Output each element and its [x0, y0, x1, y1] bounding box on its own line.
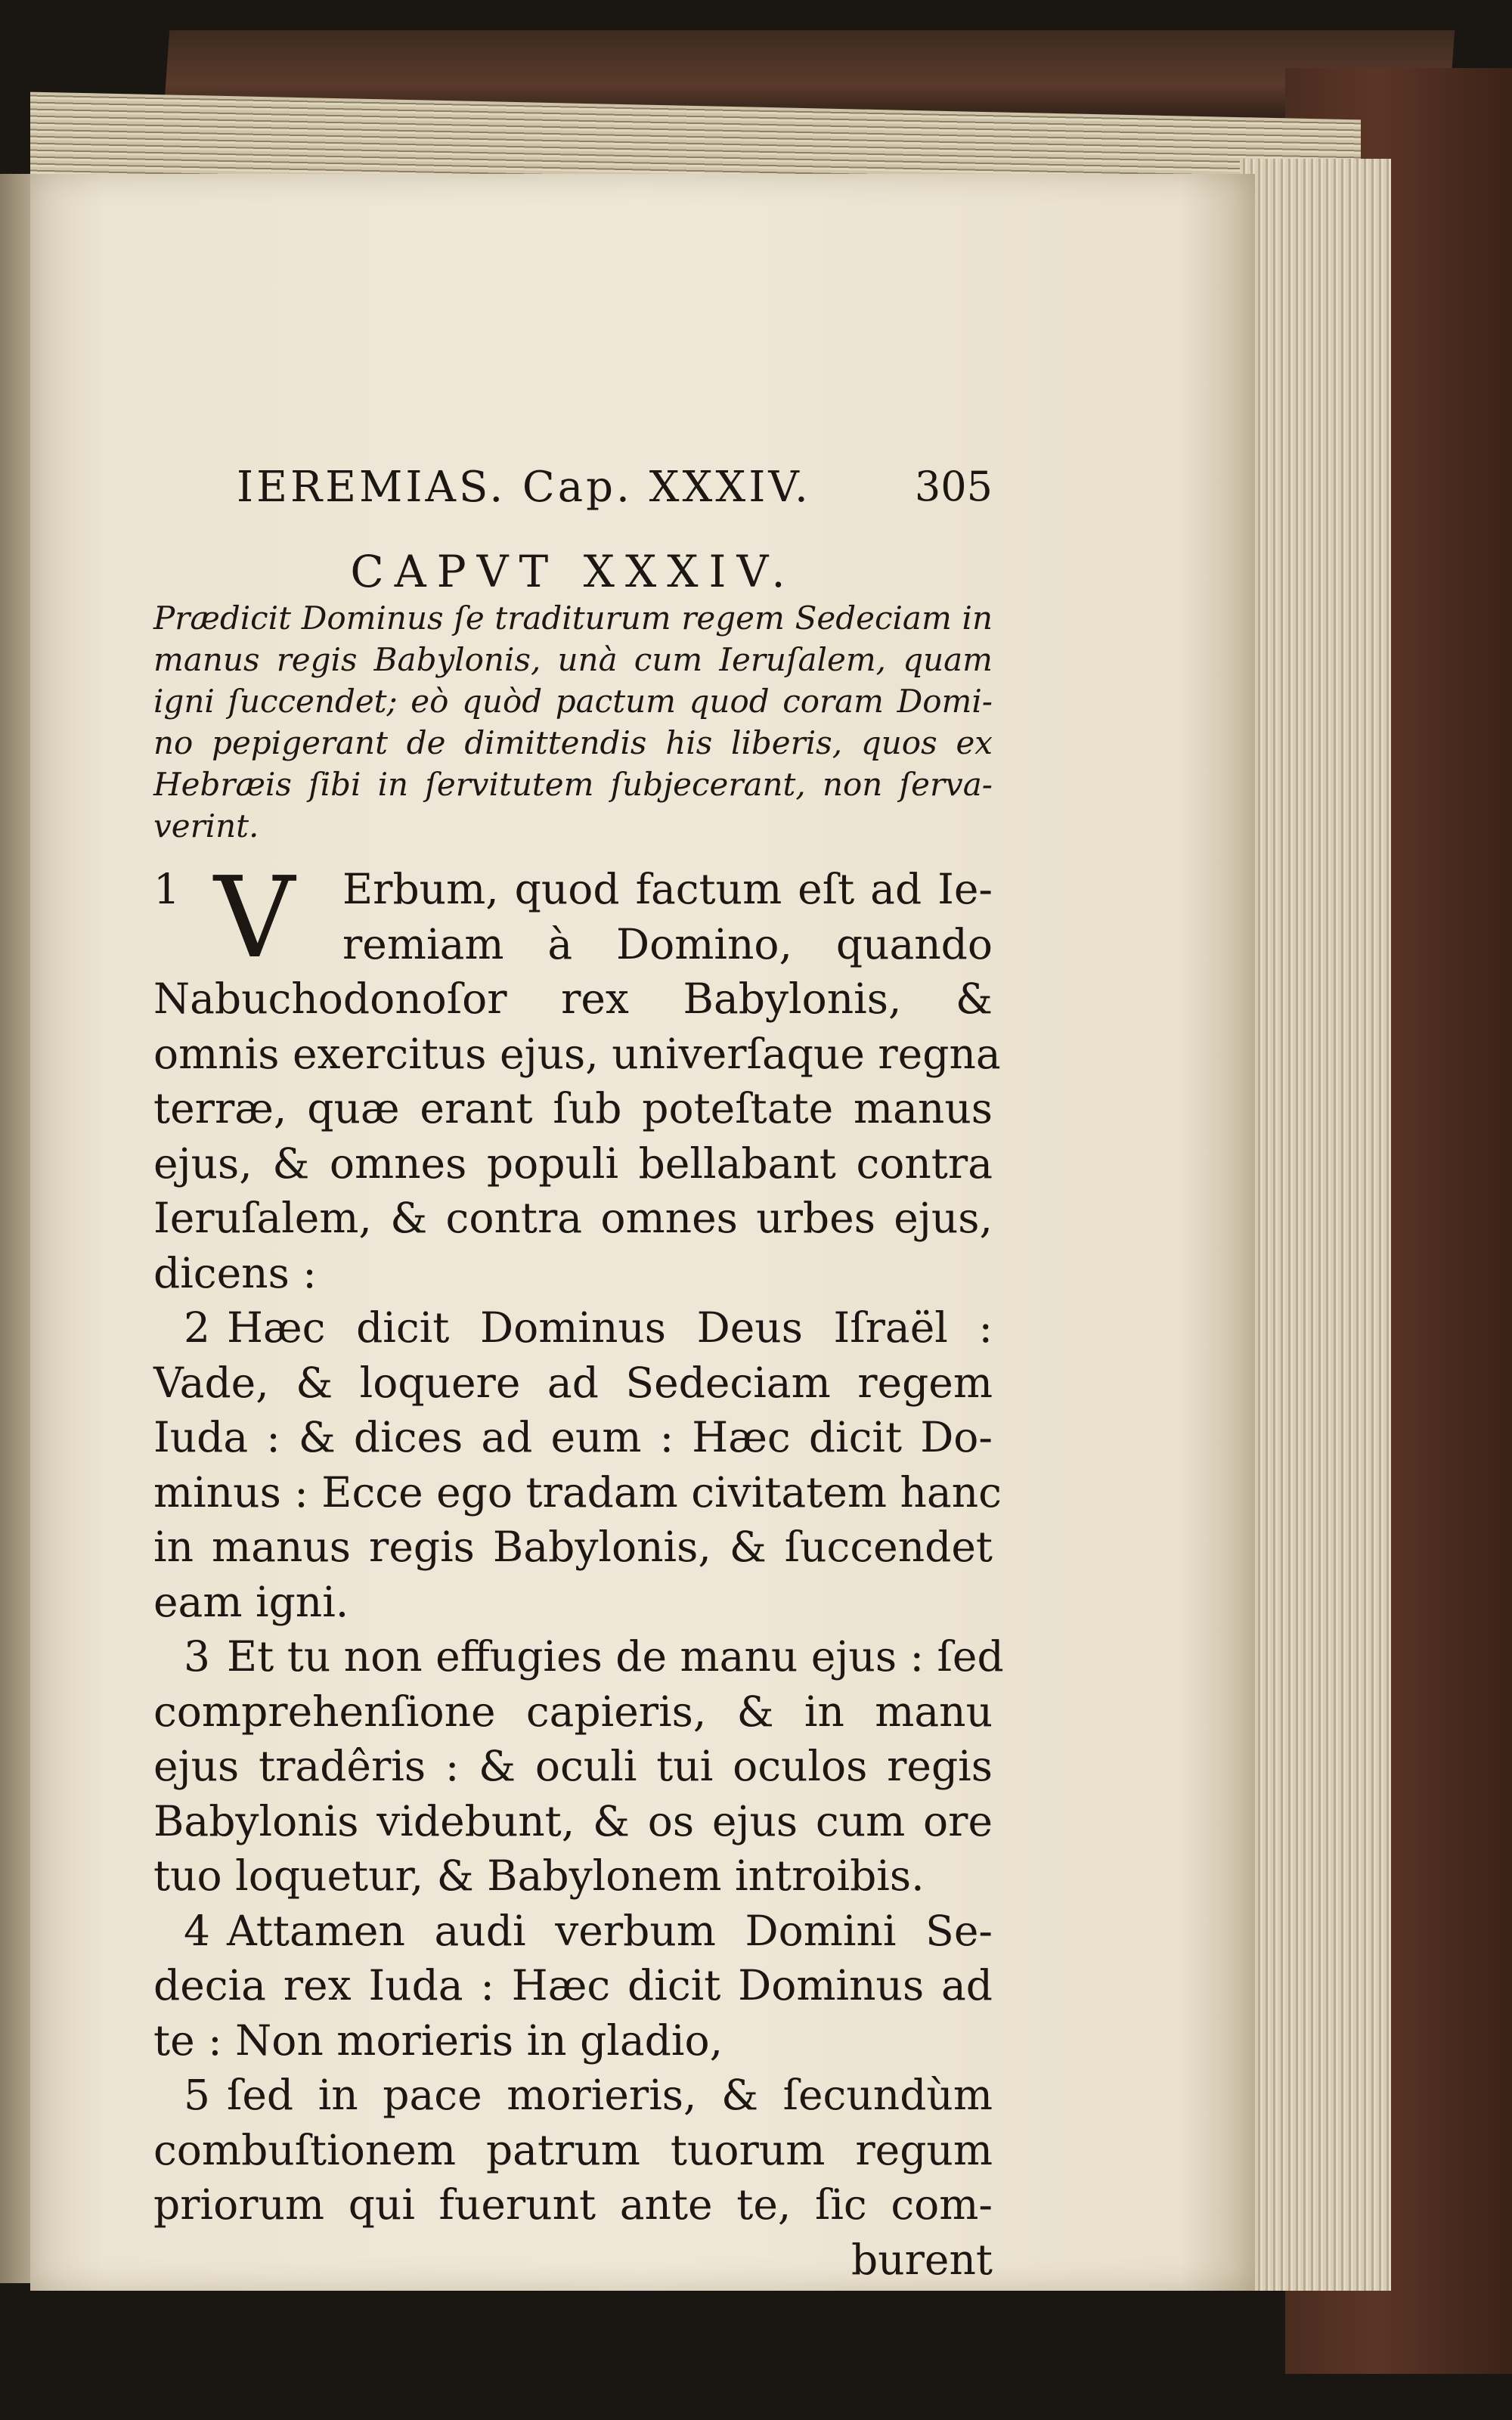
verse-line: terræ, quæ erant ſub poteſtate manus [153, 1084, 993, 1133]
verse-number: 1 [153, 865, 180, 913]
drop-cap: V [214, 853, 295, 983]
verse-line: comprehenſione capieris, & in manu [153, 1687, 993, 1736]
verse-line: Vade, & loquere ad Sedeciam regem [153, 1358, 993, 1407]
page-number: 305 [914, 463, 993, 510]
verse-line [153, 1300, 993, 1356]
verse-number: 5 [184, 2071, 210, 2119]
verse-3 [153, 1629, 1004, 1904]
verse-line: te : Non morieris in gladio, [153, 2016, 723, 2065]
page-block-fore-edge [1240, 159, 1391, 2291]
verse-line: combuſtionem patrum tuorum regum [153, 2125, 993, 2174]
summary-line: Prædicit Dominus ſe traditurum regem Sedeciam in [153, 600, 993, 637]
verse-line-text: Attamen audi verbum Domini Se- [227, 1906, 993, 1955]
verse-line [153, 1629, 1004, 1684]
verse-line: minus : Ecce ego tradam civitatem hanc [153, 1467, 1002, 1517]
running-head [153, 463, 993, 516]
verse-line: Ieruſalem, & contra omnes urbes ejus, [153, 1194, 993, 1242]
verse-1 [153, 853, 1001, 1300]
verse-number: 3 [184, 1632, 210, 1681]
verse-line [153, 1904, 993, 1959]
summary-line: verint. [153, 807, 259, 844]
catchword: burent [851, 2235, 993, 2284]
verse-line: dicens : [153, 1248, 317, 1297]
verse-line: in manus regis Babylonis, & ſuccendet [153, 1523, 993, 1571]
verse-line: ejus, & omnes populi bellabant contra [153, 1139, 993, 1188]
verse-4 [153, 1904, 993, 2068]
verse-number: 2 [184, 1303, 210, 1352]
verse-2 [153, 1300, 1002, 1629]
verse-line: Babylonis videbunt, & os ejus cum ore [153, 1796, 993, 1845]
verse-line: Nabuchodonoſor rex Babylonis, & [153, 975, 993, 1023]
summary-line: Hebræis ſibi in ſervitutem ſubjecerant, non ſerva- [153, 766, 993, 803]
verse-line: priorum qui fuerunt ante te, ſic com- [153, 2180, 993, 2229]
verse-line: eam igni. [153, 1577, 349, 1626]
verses [153, 853, 1004, 2287]
chapter-heading: CAPVT XXXIV. [350, 546, 796, 597]
verse-line: tuo loquetur, & Babylonem introibis. [153, 1851, 925, 1900]
verse-line: Erbum, quod factum eſt ad Ie- [342, 865, 993, 913]
summary-line: manus regis Babylonis, unà cum Ieruſalem, quam [153, 641, 993, 678]
verse-line: decia rex Iuda : Hæc dicit Dominus ad [153, 1961, 993, 2009]
chapter-summary [153, 597, 993, 847]
verse-line: omnis exercitus ejus, univerſaque regna [153, 1029, 1001, 1078]
book-page [30, 174, 1255, 2291]
verse-5 [153, 2068, 993, 2287]
verse-line: remiam à Domino, quando [342, 919, 993, 968]
running-head-title: IEREMIAS. Cap. XXXIV. [237, 463, 811, 512]
verse-line-text: ſed in pace morieris, & ſecundùm [227, 2071, 993, 2119]
verse-number: 4 [184, 1906, 210, 1955]
verse-line-text: Et tu non effugies de manu ejus : ſed [227, 1632, 1004, 1681]
verse-line-text: Hæc dicit Dominus Deus Iſraël : [227, 1303, 993, 1352]
verse-line: Iuda : & dices ad eum : Hæc dicit Do- [153, 1413, 993, 1461]
summary-line: no pepigerant de dimittendis his liberis, quos ex [153, 724, 993, 761]
verse-line [153, 2068, 993, 2123]
verse-line: ejus tradêris : & oculi tui oculos regis [153, 1742, 993, 1790]
summary-line: igni ſuccendet; eò quòd pactum quod coram Domi- [153, 683, 993, 720]
